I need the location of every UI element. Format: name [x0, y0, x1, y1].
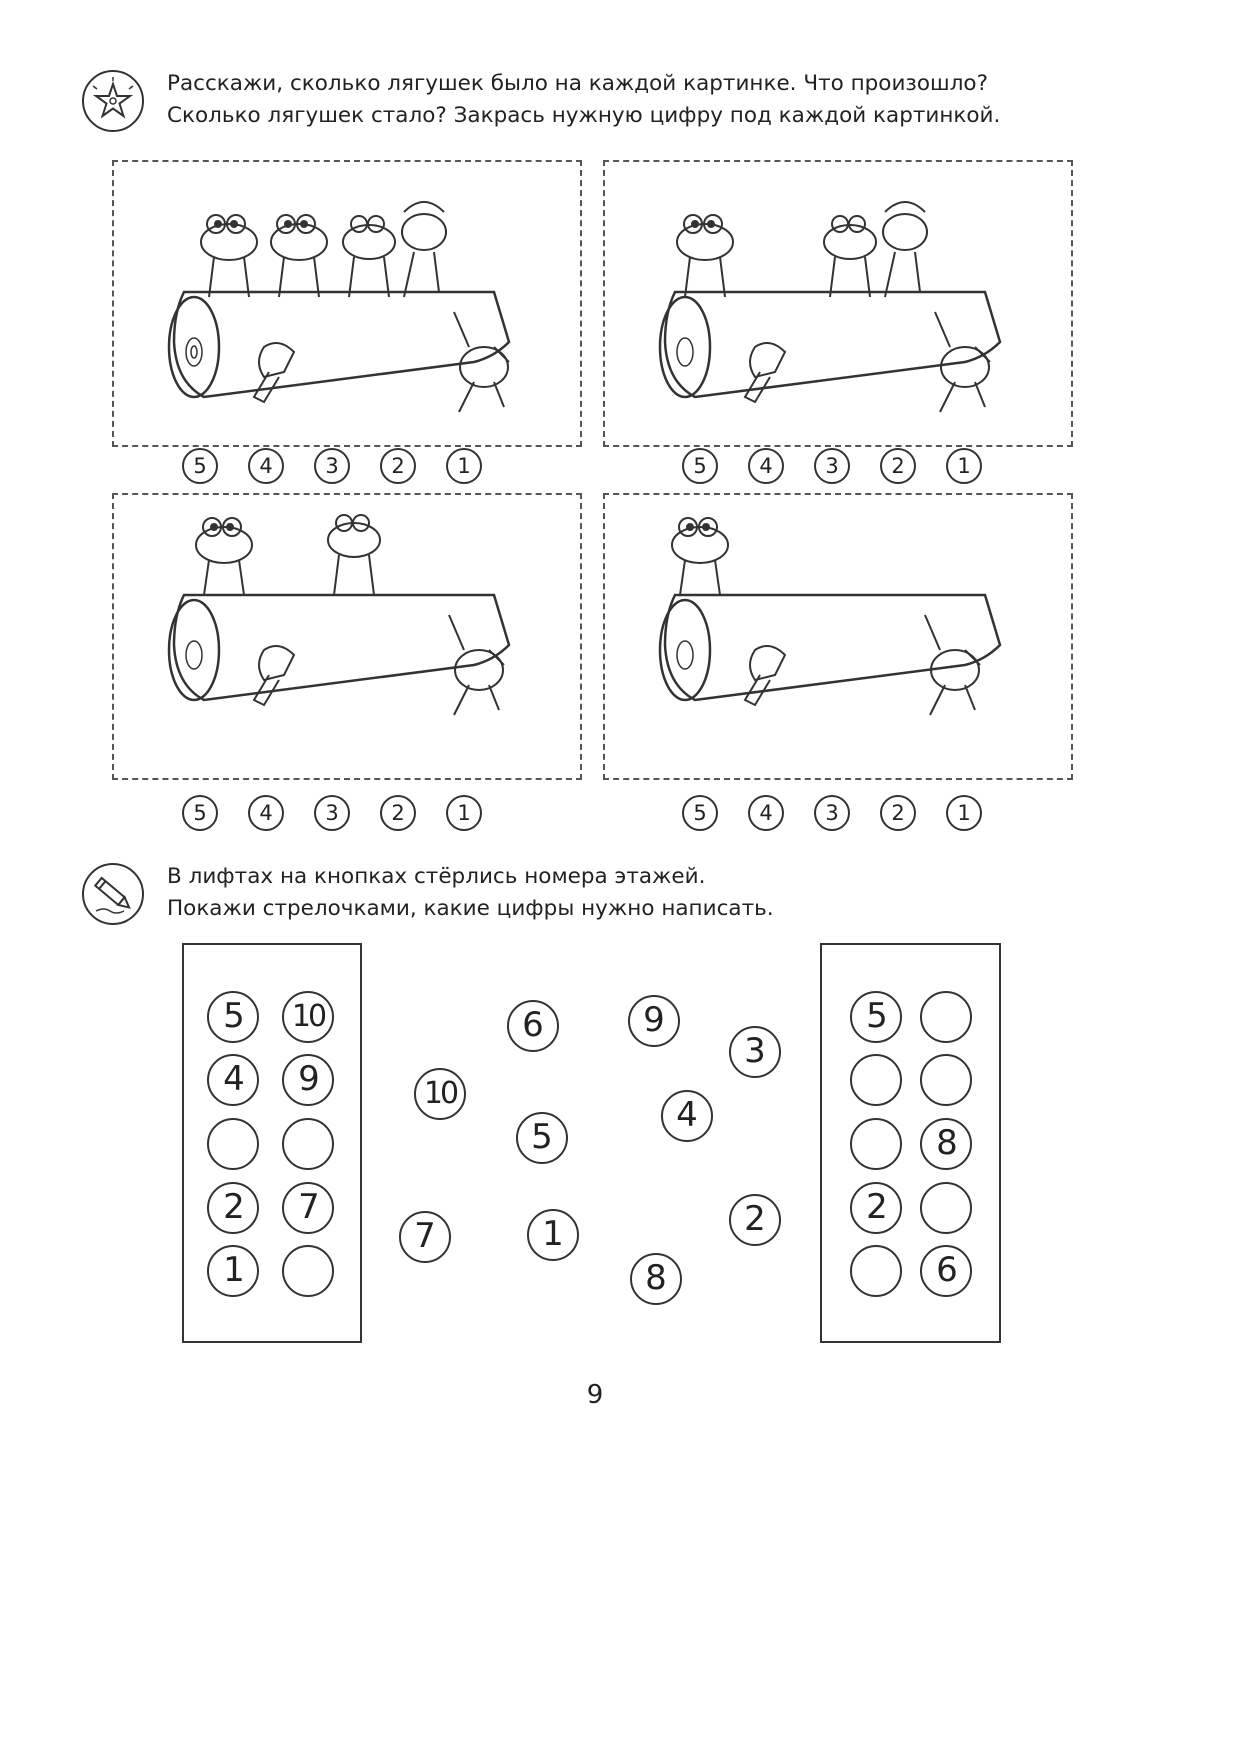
page-number: 9	[586, 1380, 604, 1410]
choice-2[interactable]: 2	[880, 795, 916, 831]
frogs-on-log-illustration	[114, 162, 580, 445]
frog-picture-2	[603, 160, 1073, 447]
choice-5[interactable]: 5	[182, 448, 218, 484]
elevator-button[interactable]: 9	[282, 1054, 334, 1106]
elevator-button-empty[interactable]	[207, 1118, 259, 1170]
loose-number[interactable]: 4	[661, 1090, 713, 1142]
elevator-button-empty[interactable]	[282, 1245, 334, 1297]
frog-picture-1	[112, 160, 582, 447]
choice-1[interactable]: 1	[946, 795, 982, 831]
elevator-button[interactable]: 2	[850, 1182, 902, 1234]
pencil-icon	[82, 863, 144, 925]
picture-2-choices	[682, 448, 982, 484]
choice-4[interactable]: 4	[748, 448, 784, 484]
elevator-button[interactable]: 4	[207, 1054, 259, 1106]
frogs-on-log-illustration	[114, 495, 580, 778]
loose-number[interactable]: 1	[527, 1209, 579, 1261]
choice-5[interactable]: 5	[682, 795, 718, 831]
task1-line2: Сколько лягушек стало? Закрась нужную цифру под каждой картинкой.	[167, 103, 1001, 128]
elevator-button-empty[interactable]	[850, 1245, 902, 1297]
elevator-button[interactable]: 6	[920, 1245, 972, 1297]
task2-line1: В лифтах на кнопках стёрлись номера этажей.	[167, 864, 706, 889]
elevator-button[interactable]: 1	[207, 1245, 259, 1297]
frog-picture-3	[112, 493, 582, 780]
elevator-button[interactable]: 8	[920, 1118, 972, 1170]
task1-line1: Расскажи, сколько лягушек было на каждой картинке. Что произошло?	[167, 71, 988, 96]
picture-3-choices	[182, 795, 482, 831]
choice-2[interactable]: 2	[380, 448, 416, 484]
elevator-button[interactable]: 5	[207, 991, 259, 1043]
elevator-button[interactable]: 10	[282, 991, 334, 1043]
elevator-button-empty[interactable]	[920, 1054, 972, 1106]
choice-5[interactable]: 5	[682, 448, 718, 484]
loose-number[interactable]: 10	[414, 1068, 466, 1120]
choice-2[interactable]: 2	[880, 448, 916, 484]
elevator-button[interactable]: 2	[207, 1182, 259, 1234]
elevator-button-empty[interactable]	[282, 1118, 334, 1170]
choice-1[interactable]: 1	[946, 448, 982, 484]
elevator-button-empty[interactable]	[850, 1054, 902, 1106]
choice-4[interactable]: 4	[248, 795, 284, 831]
loose-number[interactable]: 8	[630, 1253, 682, 1305]
elevator-button[interactable]: 5	[850, 991, 902, 1043]
loose-number[interactable]: 9	[628, 995, 680, 1047]
choice-5[interactable]: 5	[182, 795, 218, 831]
right-elevator-panel	[820, 943, 1001, 1343]
loose-number[interactable]: 3	[729, 1026, 781, 1078]
picture-1-choices	[182, 448, 482, 484]
choice-3[interactable]: 3	[814, 795, 850, 831]
star-icon	[82, 70, 144, 132]
loose-number[interactable]: 5	[516, 1112, 568, 1164]
choice-1[interactable]: 1	[446, 448, 482, 484]
elevator-button-empty[interactable]	[920, 991, 972, 1043]
choice-2[interactable]: 2	[380, 795, 416, 831]
frogs-on-log-illustration	[605, 495, 1071, 778]
task2-instruction	[167, 861, 774, 925]
picture-4-choices	[682, 795, 982, 831]
loose-number[interactable]: 7	[399, 1211, 451, 1263]
frog-picture-4	[603, 493, 1073, 780]
choice-3[interactable]: 3	[314, 448, 350, 484]
choice-3[interactable]: 3	[314, 795, 350, 831]
choice-1[interactable]: 1	[446, 795, 482, 831]
frogs-on-log-illustration	[605, 162, 1071, 445]
loose-number[interactable]: 6	[507, 1000, 559, 1052]
task2-line2: Покажи стрелочками, какие цифры нужно написать.	[167, 896, 774, 921]
elevator-button-empty[interactable]	[920, 1182, 972, 1234]
choice-4[interactable]: 4	[748, 795, 784, 831]
task1-instruction	[167, 68, 1000, 132]
elevator-button-empty[interactable]	[850, 1118, 902, 1170]
choice-3[interactable]: 3	[814, 448, 850, 484]
elevator-button[interactable]: 7	[282, 1182, 334, 1234]
left-elevator-panel	[182, 943, 362, 1343]
loose-number[interactable]: 2	[729, 1194, 781, 1246]
choice-4[interactable]: 4	[248, 448, 284, 484]
